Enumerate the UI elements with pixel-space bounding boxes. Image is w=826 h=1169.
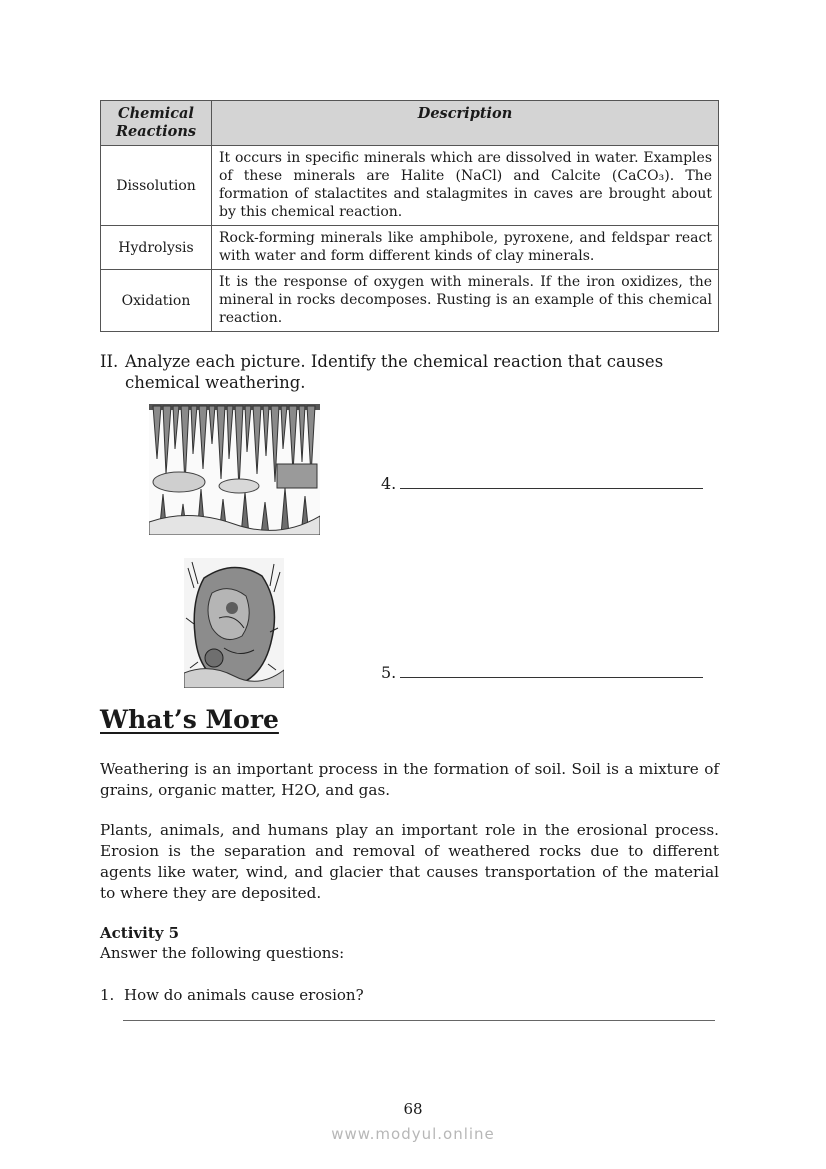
table-row <box>101 270 719 332</box>
reaction-description: It occurs in specific minerals which are dissolved in water. Examples of these minerals are Halite (NaCl) and Calcite (CaCO₃). The formation of stalactites and stalagmites in caves are brought about by this chemical reaction. <box>212 146 719 226</box>
table-row <box>101 146 719 226</box>
reaction-description: Rock-forming minerals like amphibole, pyroxene, and feldspar react with water and form different kinds of clay minerals. <box>212 226 719 270</box>
chemical-reactions-table <box>100 100 719 332</box>
table-row <box>101 226 719 270</box>
answer-item-4 <box>381 474 703 494</box>
reaction-name: Dissolution <box>101 146 212 226</box>
reaction-name: Hydrolysis <box>101 226 212 270</box>
answer-blank-4[interactable] <box>400 474 703 489</box>
table-header-chemical-reactions: Chemical Reactions <box>101 101 212 146</box>
cave-formation-picture <box>149 404 320 535</box>
table-header-row <box>101 101 719 146</box>
activity-instruction: Answer the following questions: <box>100 944 345 962</box>
answer-blank-5[interactable] <box>400 663 703 678</box>
part2-instruction-text: Analyze each picture. Identify the chemical reaction that causes chemical weathering. <box>125 352 664 392</box>
reaction-description: It is the response of oxygen with minerals. If the iron oxidizes, the mineral in rocks decomposes. Rusting is an example of this chemical reaction. <box>212 270 719 332</box>
weathered-rock-picture <box>184 558 284 688</box>
question-text: How do animals cause erosion? <box>124 986 364 1004</box>
page-number: 68 <box>403 1100 423 1118</box>
answer-number: 5. <box>381 663 397 682</box>
question-number: 1. <box>100 986 115 1004</box>
question-item <box>100 986 364 1004</box>
rock-sketch-image <box>184 558 284 688</box>
table-header-description: Description <box>212 101 719 146</box>
paragraph: Plants, animals, and humans play an important role in the erosional process. Erosion is the separation and removal of weathered rocks due to different agents like water, wind, and glacier that causes transportation of the material to where they are deposited. <box>100 821 719 902</box>
part2-number: II. <box>100 352 119 371</box>
reaction-name: Oxidation <box>101 270 212 332</box>
watermark: www.modyul.online <box>331 1125 495 1143</box>
cave-sketch-image <box>149 404 320 535</box>
paragraph: Weathering is an important process in the formation of soil. Soil is a mixture of grains, organic matter, H2O, and gas. <box>100 760 719 799</box>
whats-more-heading: What’s More <box>100 705 279 734</box>
answer-item-5 <box>381 663 703 683</box>
part2-instruction <box>100 351 720 393</box>
answer-number: 4. <box>381 474 397 493</box>
activity-title: Activity 5 <box>100 924 180 942</box>
question-answer-line[interactable] <box>123 1020 715 1021</box>
